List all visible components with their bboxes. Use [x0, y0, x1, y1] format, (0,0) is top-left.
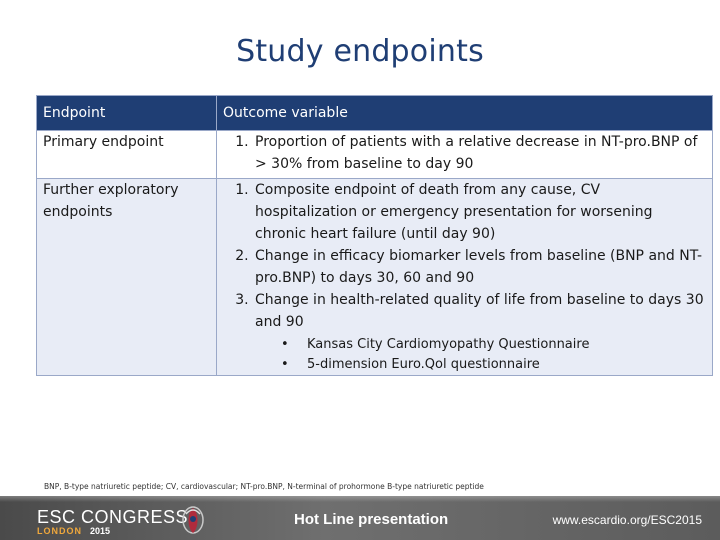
list-item-text: Change in health-related quality of life from baseline to days 30 and 90	[255, 292, 704, 330]
endpoint-cell: Primary endpoint	[37, 131, 217, 179]
outcome-cell	[217, 179, 713, 376]
list-item	[253, 289, 706, 375]
footnote: BNP, B-type natriuretic peptide; CV, cardiovascular; NT-pro.BNP, N-terminal of prohormone B-type natriuretic peptide	[44, 482, 484, 491]
website-label: www.escardio.org/ESC2015	[552, 513, 702, 527]
table-header-row	[37, 96, 713, 131]
list-item: 1. Proportion of patients with a relative decrease in NT-pro.BNP of > 30% from baseline to day 90	[253, 131, 706, 175]
footer-bar	[0, 496, 720, 540]
sub-list-item: • Kansas City Cardiomyopathy Questionnaire	[283, 335, 706, 355]
endpoint-cell: Further exploratory endpoints	[37, 179, 217, 376]
list-item: 2. Change in efficacy biomarker levels from baseline (BNP and NT-pro.BNP) to days 30, 60 and 90	[253, 245, 706, 289]
outcome-cell	[217, 131, 713, 179]
congress-location	[37, 526, 110, 536]
endpoints-table	[36, 95, 713, 376]
list-item: 1. Composite endpoint of death from any cause, CV hospitalization or emergency presentation for worsening chronic heart failure (until day 90)	[253, 179, 706, 245]
column-header-outcome-variable: Outcome variable	[217, 96, 713, 131]
outcome-list	[223, 131, 706, 175]
congress-city: LONDON	[37, 526, 82, 536]
outcome-list	[223, 179, 706, 375]
esc-logo-icon	[176, 502, 210, 536]
hot-line-label: Hot Line presentation	[294, 511, 449, 528]
sub-list-item: • 5-dimension Euro.Qol questionnaire	[283, 355, 706, 375]
congress-brand: ESC CONGRESS	[37, 507, 189, 527]
table-row	[37, 131, 713, 179]
congress-year: 2015	[90, 526, 111, 536]
slide-title: Study endpoints	[236, 34, 484, 69]
questionnaire-list	[255, 335, 706, 375]
column-header-endpoint: Endpoint	[37, 96, 217, 131]
table-row	[37, 179, 713, 376]
